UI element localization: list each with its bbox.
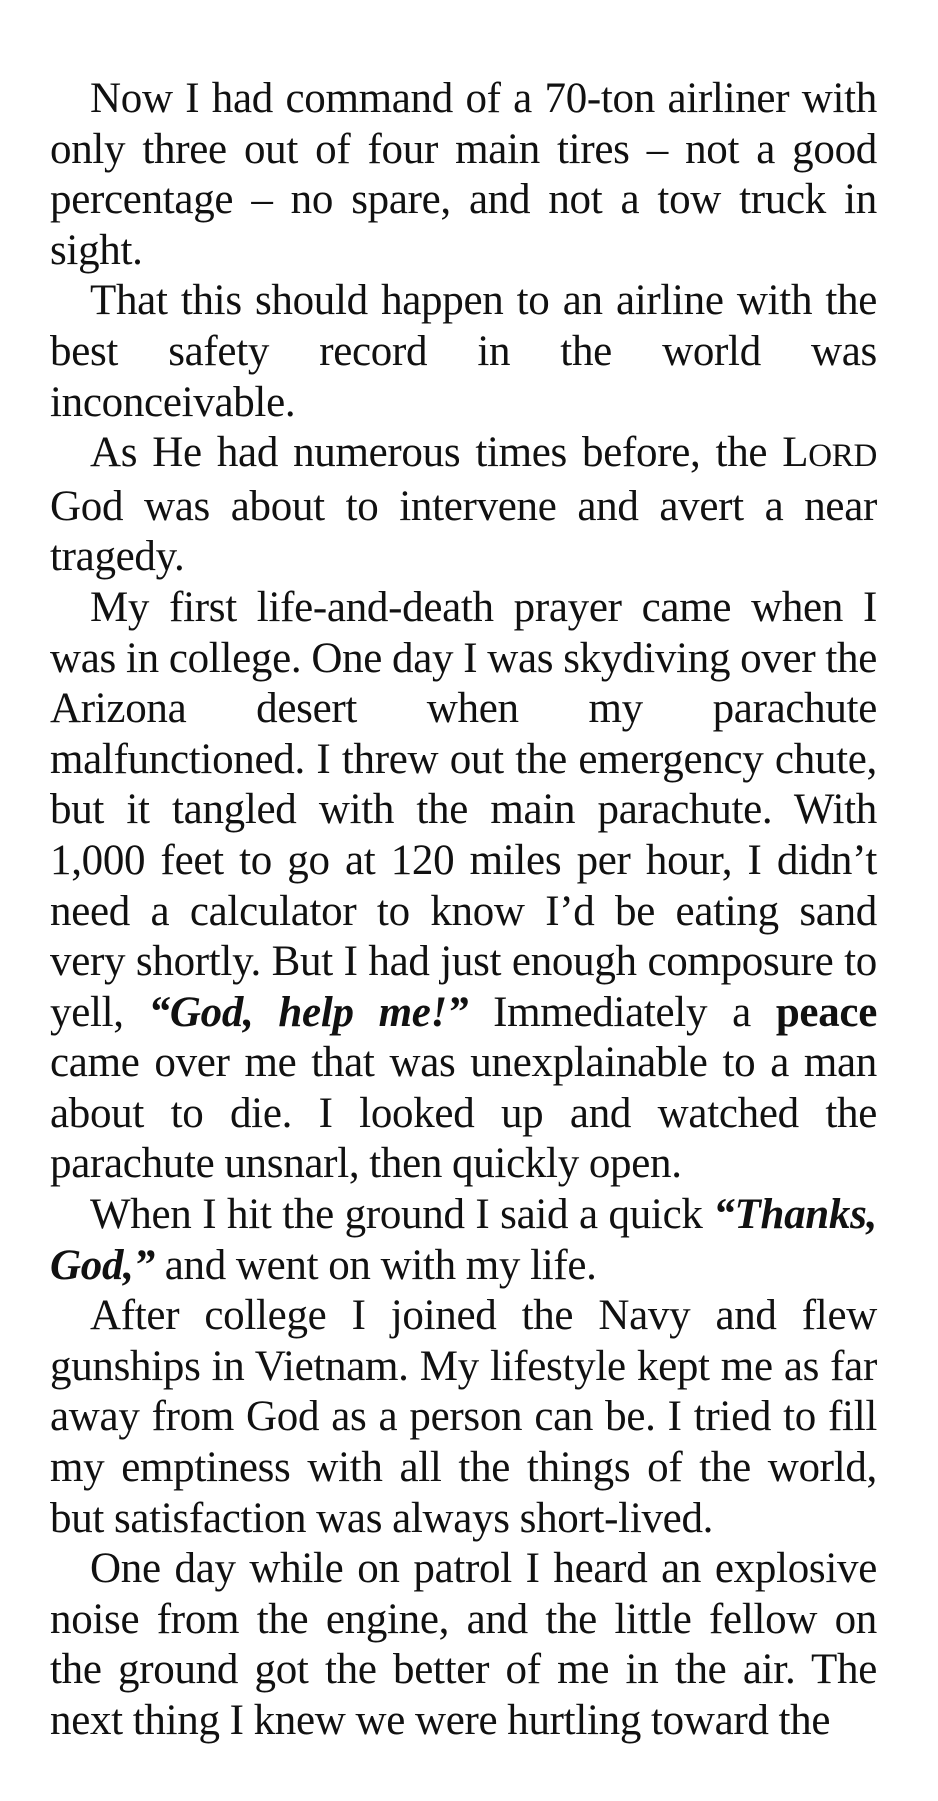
paragraph-text: One day while on patrol I heard an explosive noise from the engine, and the little fellow on the ground got the better of me in the air. The next thing I knew we were hurtling toward the	[50, 1545, 877, 1744]
paragraph-text: After college I joined the Navy and flew gunships in Vietnam. My lifestyle kept me as far away from God as a person can be. I tried to fill my emptiness with all the things of the world, but satisfaction was always short-lived.	[50, 1292, 877, 1542]
emphasized-quote: “Thanks, God,”	[50, 1191, 877, 1289]
paragraph-navy	[50, 1291, 877, 1544]
bold-word: peace	[775, 988, 877, 1036]
paragraph-skydiving	[50, 583, 877, 1190]
paragraph-text: God was about to intervene and avert a near tragedy.	[50, 482, 877, 581]
paragraph-airliner-tires	[50, 74, 877, 276]
emphasized-quote: “God, help me!”	[148, 988, 469, 1036]
paragraph-lord-intervene	[50, 428, 877, 583]
paragraph-text: My first life-and-death prayer came when I was in college. One day I was skydiving over the Arizona desert when my parachute malfunctioned. I threw out the emergency chute, but it tangled with the main parachute. With 1,000 feet to go at 120 miles per hour, I didn’t need a calculator to know I’d be eating sand very shortly. But I had just enough composure to yell,	[50, 583, 877, 1036]
paragraph-text: and went on with my life.	[154, 1241, 597, 1289]
paragraph-text: When I hit the ground I said a quick	[90, 1191, 714, 1239]
paragraph-landing	[50, 1190, 877, 1291]
paragraph-text: came over me that was unexplainable to a man about to die. I looked up and watched the parachute unsnarl, then quickly open.	[50, 1039, 877, 1188]
paragraph-safety-record	[50, 276, 877, 428]
paragraph-text: That this should happen to an airline with the best safety record in the world was inconceivable.	[50, 277, 877, 426]
paragraph-text: Now I had command of a 70-ton airliner with only three out of four main tires – not a good percentage – no spare, and not a tow truck in sight.	[50, 75, 877, 274]
paragraph-text: As He had numerous times before, the L	[90, 429, 809, 477]
paragraph-text: Immediately a	[468, 988, 776, 1036]
book-page-body	[50, 74, 877, 1747]
small-caps-text: ORD	[808, 438, 877, 475]
paragraph-patrol	[50, 1544, 877, 1746]
